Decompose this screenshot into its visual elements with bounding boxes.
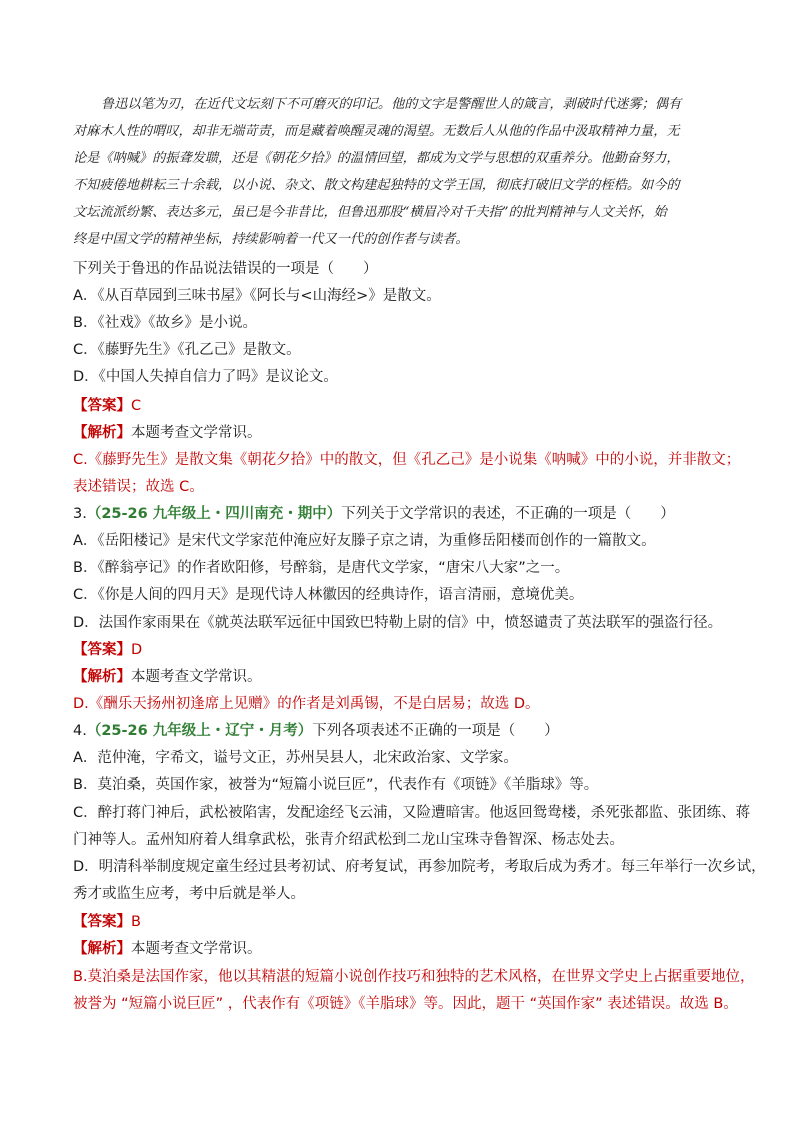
- option-d-cont: 秀才或监生应考，考中后就是举人。: [73, 886, 305, 902]
- answer-label: 【答案】: [73, 398, 131, 414]
- option-d: D．法国作家雨果在《就英法联军远征中国致巴特勒上尉的信》中，愤怒谴责了英法联军的强盗行径。: [73, 615, 723, 631]
- question-stem: 下列关于鲁迅的作品说法错误的一项是（ ）: [73, 261, 378, 277]
- answer-value: D: [131, 642, 143, 658]
- analysis-label: 【解析】: [73, 941, 131, 957]
- option-a: A．范仲淹，字希文，谥号文正，苏州吴县人，北宋政治家、文学家。: [73, 750, 518, 766]
- answer-row: [73, 396, 141, 416]
- analysis-line: D.《酬乐天扬州初逢席上见赠》的作者是刘禹锡，不是白居易；故选 D。: [73, 696, 540, 712]
- passage: [73, 91, 723, 253]
- question-source: （25-26 九年级上・辽宁・月考）: [86, 723, 313, 739]
- analysis-line: 表述错误；故选 C。: [73, 479, 204, 495]
- question-stem: 下列关于文学常识的表述，不正确的一项是（ ）: [341, 506, 675, 522]
- analysis-intro: 本题考查文学常识。: [131, 669, 262, 685]
- passage-line: 文坛流派纷繁、表达多元，虽已是今非昔比，但鲁迅那股“横眉冷对千夫指”的批判精神与人文关怀，始: [73, 205, 667, 220]
- option-b: B．《社戏》《故乡》是小说。: [73, 315, 257, 331]
- answer-value: B: [131, 914, 141, 930]
- option-c-cont: 门神等人。孟州知府着人缉拿武松，张青介绍武松到二龙山宝珠寺鲁智深、杨志处去。: [73, 832, 624, 848]
- passage-line: 论是《呐喊》的振聋发聩，还是《朝花夕拾》的温情回望，都成为文学与思想的双重养分。他勤奋努力，: [73, 151, 680, 166]
- option-c: C．醉打蒋门神后，武松被陷害，发配途经飞云浦，又险遭暗害。他返回鸳鸯楼，杀死张都监、张团练、蒋: [73, 805, 751, 821]
- option-c: C．《你是人间的四月天》是现代诗人林徽因的经典诗作，语言清丽，意境优美。: [73, 587, 584, 603]
- analysis-intro: 本题考查文学常识。: [131, 425, 262, 441]
- option-c: C．《藤野先生》《孔乙己》是散文。: [73, 342, 301, 358]
- analysis-label: 【解析】: [73, 669, 131, 685]
- analysis-label: 【解析】: [73, 425, 131, 441]
- question-4-header: [73, 721, 559, 741]
- analysis-intro: 本题考查文学常识。: [131, 941, 262, 957]
- option-a: A．《岳阳楼记》是宋代文学家范仲淹应好友滕子京之请，为重修岳阳楼而创作的一篇散文。: [73, 533, 656, 549]
- answer-value: C: [131, 398, 142, 414]
- passage-line: 对麻木人性的喟叹，却非无端苛责，而是藏着唤醒灵魂的渴望。无数后人从他的作品中汲取精神力量，无: [73, 124, 680, 139]
- option-b: B．莫泊桑，英国作家，被誉为“短篇小说巨匠”，代表作有《项链》《羊脂球》等。: [73, 777, 599, 793]
- answer-label: 【答案】: [73, 642, 131, 658]
- answer-row: [73, 912, 141, 932]
- analysis-line: C.《藤野先生》是散文集《朝花夕拾》中的散文，但《孔乙己》是小说集《呐喊》中的小说，并非散文；: [73, 452, 741, 468]
- option-d: D．《中国人失掉自信力了吗》是议论文。: [73, 369, 338, 385]
- question-number: 3.: [73, 506, 87, 522]
- question-source: （25-26 九年级上・四川南充・期中）: [86, 506, 342, 522]
- option-d: D．明清科举制度规定童生经过县考初试、府考复试，再参加院考，考取后成为秀才。每三年举行一次乡试，: [73, 859, 766, 875]
- passage-line: 不知疲倦地耕耘三十余载，以小说、杂文、散文构建起独特的文学王国，彻底打破旧文学的桎梏。如今的: [73, 178, 680, 193]
- analysis-line: B.莫泊桑是法国作家，他以其精湛的短篇小说创作技巧和独特的艺术风格，在世界文学史上占据重要地位，: [73, 969, 755, 985]
- passage-line: 终是中国文学的精神坐标，持续影响着一代又一代的创作者与读者。: [73, 232, 469, 247]
- analysis-line: 被誉为 “短篇小说巨匠” ，代表作有《项链》《羊脂球》等。因此，题干 “英国作家” 表述错误。故选 B。: [73, 996, 738, 1012]
- option-b: B．《醉翁亭记》的作者欧阳修，号醉翁，是唐代文学家，“唐宋八大家”之一。: [73, 560, 570, 576]
- question-stem: 下列各项表述不正确的一项是（ ）: [312, 723, 559, 739]
- passage-line: 鲁迅以笔为刃，在近代文坛刻下不可磨灭的印记。他的文字是警醒世人的箴言，剥破时代迷雾；偶有: [101, 97, 682, 112]
- option-a: A．《从百草园到三味书屋》《阿长与<山海经>》是散文。: [73, 288, 441, 304]
- analysis-row: [73, 939, 262, 959]
- answer-label: 【答案】: [73, 914, 131, 930]
- analysis-row: [73, 423, 262, 443]
- answer-row: [73, 640, 142, 660]
- analysis-row: [73, 667, 262, 687]
- question-number: 4.: [73, 723, 87, 739]
- question-3-header: [73, 504, 675, 524]
